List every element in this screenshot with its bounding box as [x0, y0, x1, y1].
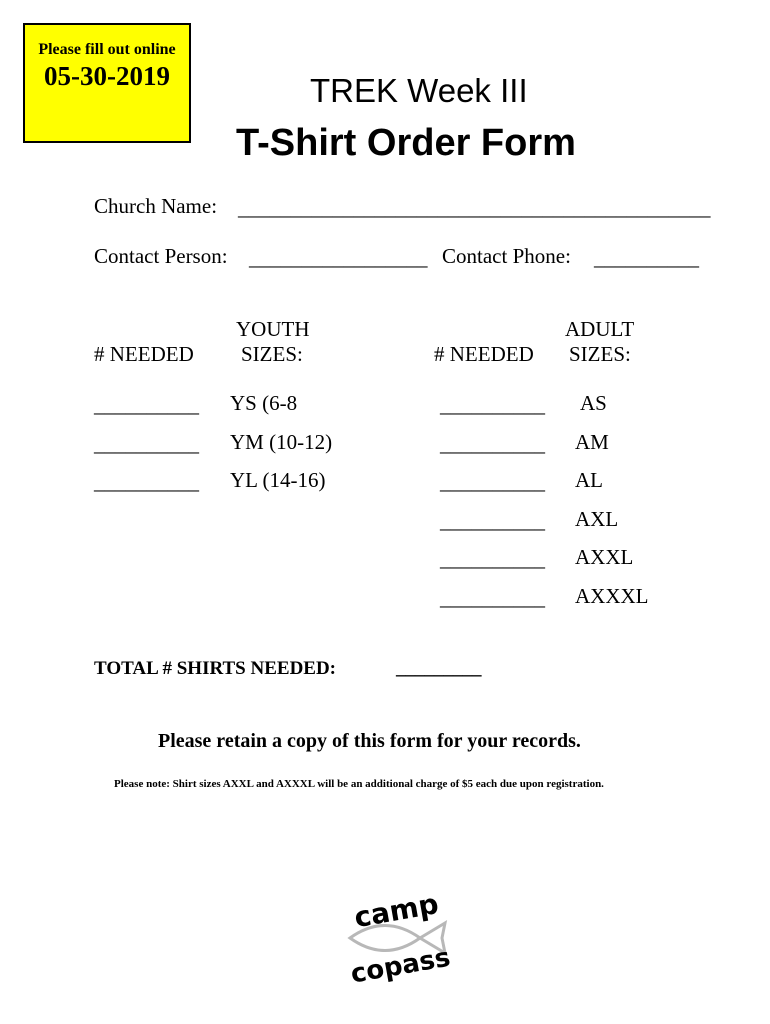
form-title: T-Shirt Order Form [236, 122, 576, 164]
adult-qty-field[interactable]: __________ [440, 432, 545, 456]
youth-sizes-header-top: YOUTH [236, 317, 310, 341]
contact-person-field[interactable]: _________________ [249, 246, 428, 270]
youth-qty-field[interactable]: __________ [94, 432, 199, 456]
youth-size-label: YM (10-12) [230, 430, 333, 454]
adult-size-label: AM [575, 430, 609, 454]
church-name-field[interactable]: _____________________________________________ [238, 196, 711, 220]
adult-size-label: AL [575, 468, 603, 492]
youth-needed-header: # NEEDED [94, 342, 194, 366]
event-title: TREK Week III [310, 72, 528, 109]
youth-sizes-header-bottom: SIZES: [241, 342, 303, 366]
contact-phone-label: Contact Phone: [442, 244, 571, 268]
adult-size-label: AXXL [575, 545, 634, 569]
retain-copy-note: Please retain a copy of this form for your records. [158, 730, 581, 752]
total-shirts-field[interactable]: _________ [396, 658, 482, 679]
youth-size-label: YL (14-16) [230, 468, 326, 492]
adult-needed-header: # NEEDED [434, 342, 534, 366]
adult-size-label: AXL [575, 507, 619, 531]
notice-text: Please fill out online [38, 41, 176, 58]
total-shirts-label: TOTAL # SHIRTS NEEDED: [94, 658, 337, 679]
contact-person-label: Contact Person: [94, 244, 228, 268]
adult-qty-field[interactable]: __________ [440, 547, 545, 571]
logo-top-word: camp [351, 888, 441, 935]
adult-size-label: AXXXL [575, 584, 649, 608]
camp-copass-logo [340, 888, 460, 988]
contact-phone-field[interactable]: __________ [594, 246, 699, 270]
adult-size-label: AS [580, 391, 607, 415]
adult-sizes-header-top: ADULT [565, 317, 635, 341]
youth-qty-field[interactable]: __________ [94, 470, 199, 494]
church-name-label: Church Name: [94, 194, 218, 218]
notice-date: 05-30-2019 [44, 61, 170, 91]
logo-bottom-word: copass [348, 942, 453, 988]
adult-qty-field[interactable]: __________ [440, 509, 545, 533]
fish-icon [340, 888, 460, 988]
extra-charge-note: Please note: Shirt sizes AXXL and AXXXL will be an additional charge of $5 each due upon registration. [114, 778, 604, 790]
adult-sizes-header-bottom: SIZES: [569, 342, 631, 366]
youth-size-label: YS (6-8 [230, 391, 298, 415]
adult-qty-field[interactable]: __________ [440, 586, 545, 610]
adult-qty-field[interactable]: __________ [440, 393, 545, 417]
adult-qty-field[interactable]: __________ [440, 470, 545, 494]
online-deadline-notice [23, 23, 191, 143]
youth-qty-field[interactable]: __________ [94, 393, 199, 417]
